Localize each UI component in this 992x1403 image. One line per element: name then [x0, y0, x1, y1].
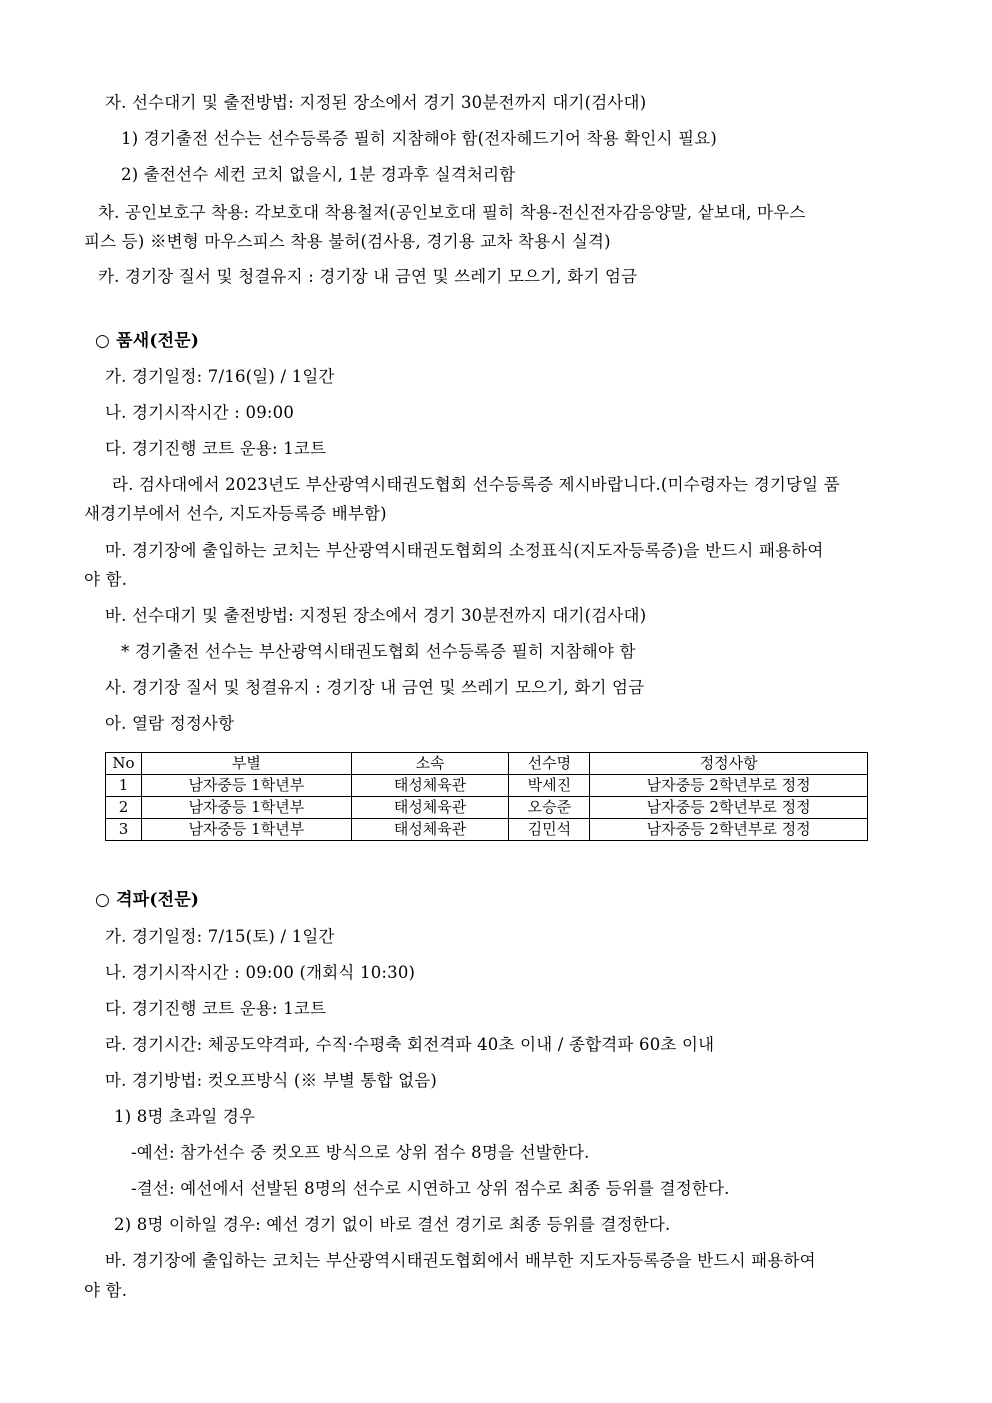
- gyeokpa-ma-1: 1) 8명 초과일 경우: [114, 1107, 256, 1126]
- cell-affiliation: 태성체육관: [351, 797, 509, 819]
- correction-table: [105, 752, 868, 841]
- poomsae-ra-line2: 새경기부에서 선수, 지도자등록증 배부함): [84, 504, 387, 523]
- cell-no: 1: [106, 775, 142, 797]
- cell-division: 남자중등 1학년부: [141, 775, 351, 797]
- cell-no: 3: [106, 819, 142, 841]
- gyeokpa-ga: 가. 경기일정: 7/15(토) / 1일간: [105, 927, 335, 946]
- table-header-row: [106, 753, 868, 775]
- gyeokpa-da: 다. 경기진행 코트 운용: 1코트: [105, 999, 327, 1018]
- header-player: 선수명: [509, 753, 590, 775]
- gyeokpa-ma: 마. 경기방법: 컷오프방식 (※ 부별 통합 없음): [105, 1071, 438, 1090]
- cell-correction: 남자중등 2학년부로 정정: [590, 819, 868, 841]
- poomsae-ga: 가. 경기일정: 7/16(일) / 1일간: [105, 367, 335, 386]
- gyeokpa-ba-line2: 야 함.: [84, 1281, 128, 1300]
- cell-affiliation: 태성체육관: [351, 819, 509, 841]
- cell-division: 남자중등 1학년부: [141, 819, 351, 841]
- poomsae-ma-line1: 마. 경기장에 출입하는 코치는 부산광역시태권도협회의 소정표식(지도자등록증)을 반드시 패용하여: [105, 541, 824, 560]
- header-correction: 정정사항: [590, 753, 868, 775]
- poomsae-ba: 바. 선수대기 및 출전방법: 지정된 장소에서 경기 30분전까지 대기(검사대): [105, 606, 647, 625]
- item-ka: 카. 경기장 질서 및 청결유지 : 경기장 내 금연 및 쓰레기 모으기, 화기 엄금: [98, 267, 638, 286]
- gyeokpa-ba-line1: 바. 경기장에 출입하는 코치는 부산광역시태권도협회에서 배부한 지도자등록증을 반드시 패용하여: [105, 1251, 816, 1270]
- section-title-poomsae: ○ 품새(전문): [95, 331, 200, 351]
- poomsae-ba-note: * 경기출전 선수는 부산광역시태권도협회 선수등록증 필히 지참해야 함: [121, 642, 636, 661]
- poomsae-a: 아. 열람 정정사항: [105, 714, 235, 733]
- item-cha-line2: 피스 등) ※변형 마우스피스 착용 불허(검사용, 경기용 교차 착용시 실격): [84, 232, 611, 251]
- poomsae-na: 나. 경기시작시간 : 09:00: [105, 403, 295, 422]
- gyeokpa-na: 나. 경기시작시간 : 09:00 (개회식 10:30): [105, 963, 416, 982]
- gyeokpa-ma-1-final: -결선: 예선에서 선발된 8명의 선수로 시연하고 상위 점수로 최종 등위를 결정한다.: [131, 1179, 730, 1198]
- poomsae-sa: 사. 경기장 질서 및 청결유지 : 경기장 내 금연 및 쓰레기 모으기, 화기 엄금: [105, 678, 645, 697]
- cell-division: 남자중등 1학년부: [141, 797, 351, 819]
- header-division: 부별: [141, 753, 351, 775]
- poomsae-ra-line1: 라. 검사대에서 2023년도 부산광역시태권도협회 선수등록증 제시바랍니다.(미수령자는 경기당일 품: [112, 475, 840, 494]
- gyeokpa-ma-2: 2) 8명 이하일 경우: 예선 경기 없이 바로 결선 경기로 최종 등위를 결정한다.: [114, 1215, 671, 1234]
- cell-player: 박세진: [509, 775, 590, 797]
- header-affiliation: 소속: [351, 753, 509, 775]
- cell-no: 2: [106, 797, 142, 819]
- item-ja-2: 2) 출전선수 세컨 코치 없을시, 1분 경과후 실격처리함: [121, 165, 516, 184]
- table-row: [106, 797, 868, 819]
- poomsae-da: 다. 경기진행 코트 운용: 1코트: [105, 439, 327, 458]
- table-row: [106, 819, 868, 841]
- item-ja: 자. 선수대기 및 출전방법: 지정된 장소에서 경기 30분전까지 대기(검사대): [105, 93, 647, 112]
- cell-correction: 남자중등 2학년부로 정정: [590, 797, 868, 819]
- cell-correction: 남자중등 2학년부로 정정: [590, 775, 868, 797]
- table-row: [106, 775, 868, 797]
- section-title-gyeokpa: ○ 격파(전문): [95, 890, 200, 910]
- cell-affiliation: 태성체육관: [351, 775, 509, 797]
- header-no: No: [106, 753, 142, 775]
- gyeokpa-ma-1-prelim: -예선: 참가선수 중 컷오프 방식으로 상위 점수 8명을 선발한다.: [131, 1143, 590, 1162]
- item-cha-line1: 차. 공인보호구 착용: 각보호대 착용철저(공인보호대 필히 착용-전신전자감응양말, 샅보대, 마우스: [98, 203, 806, 222]
- gyeokpa-ra: 라. 경기시간: 체공도약격파, 수직·수평축 회전격파 40초 이내 / 종합격파 60초 이내: [105, 1035, 715, 1054]
- poomsae-ma-line2: 야 함.: [84, 570, 128, 589]
- item-ja-1: 1) 경기출전 선수는 선수등록증 필히 지참해야 함(전자헤드기어 착용 확인시 필요): [121, 129, 718, 148]
- cell-player: 김민석: [509, 819, 590, 841]
- cell-player: 오승준: [509, 797, 590, 819]
